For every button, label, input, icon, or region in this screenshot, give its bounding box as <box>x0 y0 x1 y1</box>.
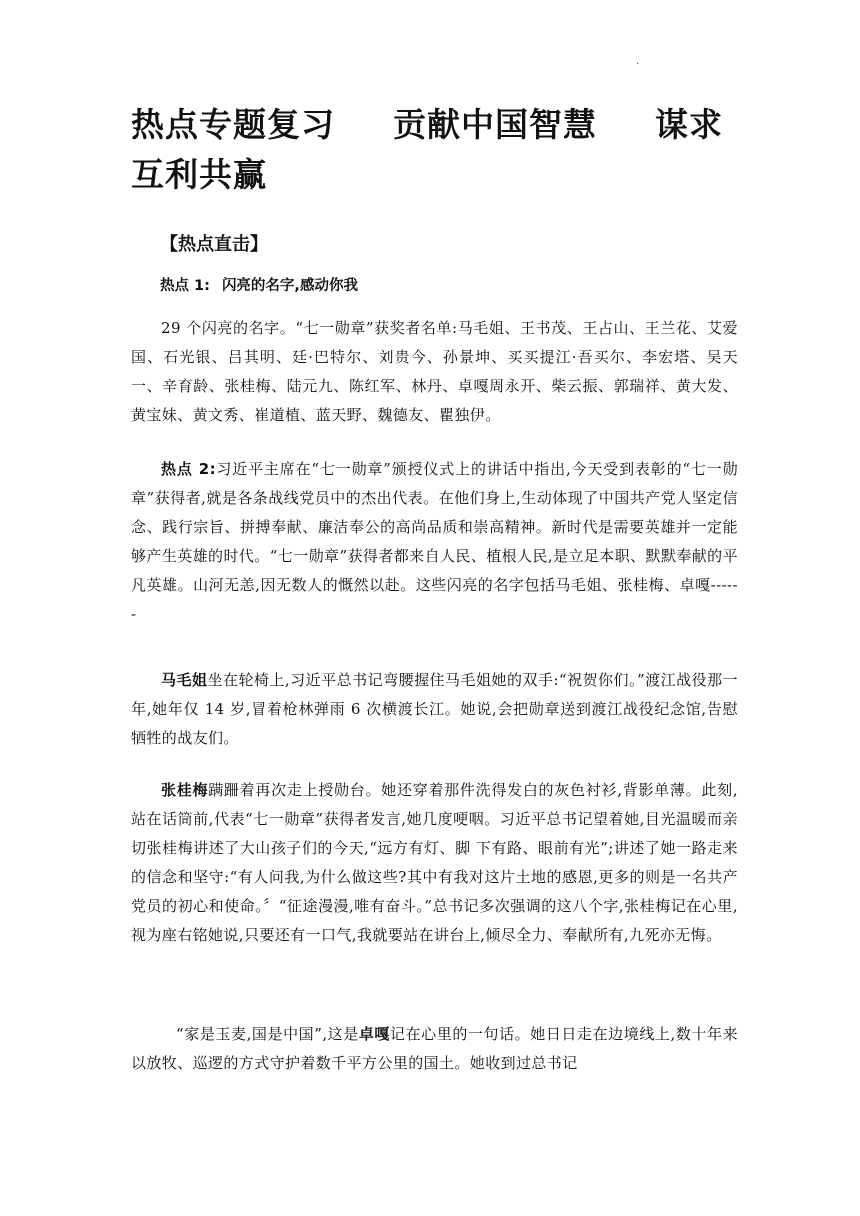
zhang-guimei-name: 张桂梅 <box>161 781 209 799</box>
section-heading: 【热点直击】 <box>160 234 268 255</box>
paragraph-zhuoga <box>131 1020 738 1078</box>
zhuoga-intro: “家是玉麦,国是中国”,这是 <box>176 1025 359 1043</box>
hotspot-1-label: 热点 1: <box>160 278 210 294</box>
ma-maojie-name: 马毛姐 <box>161 671 208 689</box>
hotspot-1-title: 闪亮的名字,感动你我 <box>221 278 358 294</box>
zhang-guimei-text: 蹒跚着再次走上授勋台。她还穿着那件洗得发白的灰色衬衫,背影单薄。此刻,站在话筒前,代表“七一勋章”获得者发言,她几度哽咽。习近平总书记望着她,目光温暖而亲切张桂梅讲述了大山孩子们的今天,“远方有灯、脚 下有路、眼前有光”;讲述了她一路走来的信念和坚守:“有人问我,为什么做这些?其中有我对这片土地的感恩,更多的则是一名共产党员的初心和使命。〞“征途漫漫,唯有奋斗。”总书记多次强调的这八个字,张桂梅记在心里,视为座右铭她说,只要还有一口气,我就要站在讲台上,倾尽全力、奉献所有,九死亦无悔。 <box>131 781 738 944</box>
page-title <box>131 100 741 200</box>
paragraph-hotspot-2 <box>131 455 738 629</box>
paragraph-zhang-guimei <box>131 776 738 950</box>
paragraph-ma-maojie <box>131 666 738 753</box>
page-mark: . <box>636 56 640 67</box>
hotspot-2-label: 热点 2: <box>161 460 216 478</box>
title-part-1: 热点专题复习 <box>131 105 335 144</box>
ma-maojie-text: 坐在轮椅上,习近平总书记弯腰握住马毛姐她的双手:“祝贺你们。”渡江战役那一年,她年仅 14 岁,冒着枪林弹雨 6 次横渡长江。她说,会把勋章送到渡江战役纪念馆,告慰牺牲的战友们。 <box>131 671 738 747</box>
paragraph-names: 29 个闪亮的名字。“七一勋章”获奖者名单:马毛姐、王书茂、王占山、王兰花、艾爱国、石光银、吕其明、廷·巴特尔、刘贵今、孙景坤、买买提江·吾买尔、李宏塔、吴天一、辛育龄、张桂梅、陆元九、陈红军、林丹、卓嘎周永开、柴云振、郭瑞祥、黄大发、黄宝妹、黄文秀、崔道植、蓝天野、魏德友、瞿独伊。 <box>131 319 738 424</box>
title-part-2: 贡献中国智慧 <box>393 105 597 144</box>
title-part-3: 谋求互利共赢 <box>131 105 723 194</box>
hotspot-1-heading <box>160 274 358 295</box>
zhuoga-name: 卓嘎 <box>358 1025 391 1043</box>
zhuoga-text: 记在心里的一句话。她日日走在边境线上,数十年来以放牧、巡逻的方式守护着数千平方公里的国土。她收到过总书记 <box>131 1025 738 1072</box>
hotspot-2-text: 习近平主席在“七一勋章”颁授仪式上的讲话中指出,今天受到表彰的“七一勋章”获得者,就是各条战线党员中的杰出代表。在他们身上,生动体现了中国共产党人坚定信念、践行宗旨、拼搏奉献、廉洁奉公的高尚品质和崇高精神。新时代是需要英雄并一定能够产生英雄的时代。“七一勋章”获得者都来自人民、植根人民,是立足本职、默默奉献的平凡英雄。山河无恙,因无数人的慨然以赴。这些闪亮的名字包括马毛姐、张桂梅、卓嘎------ <box>131 460 738 623</box>
